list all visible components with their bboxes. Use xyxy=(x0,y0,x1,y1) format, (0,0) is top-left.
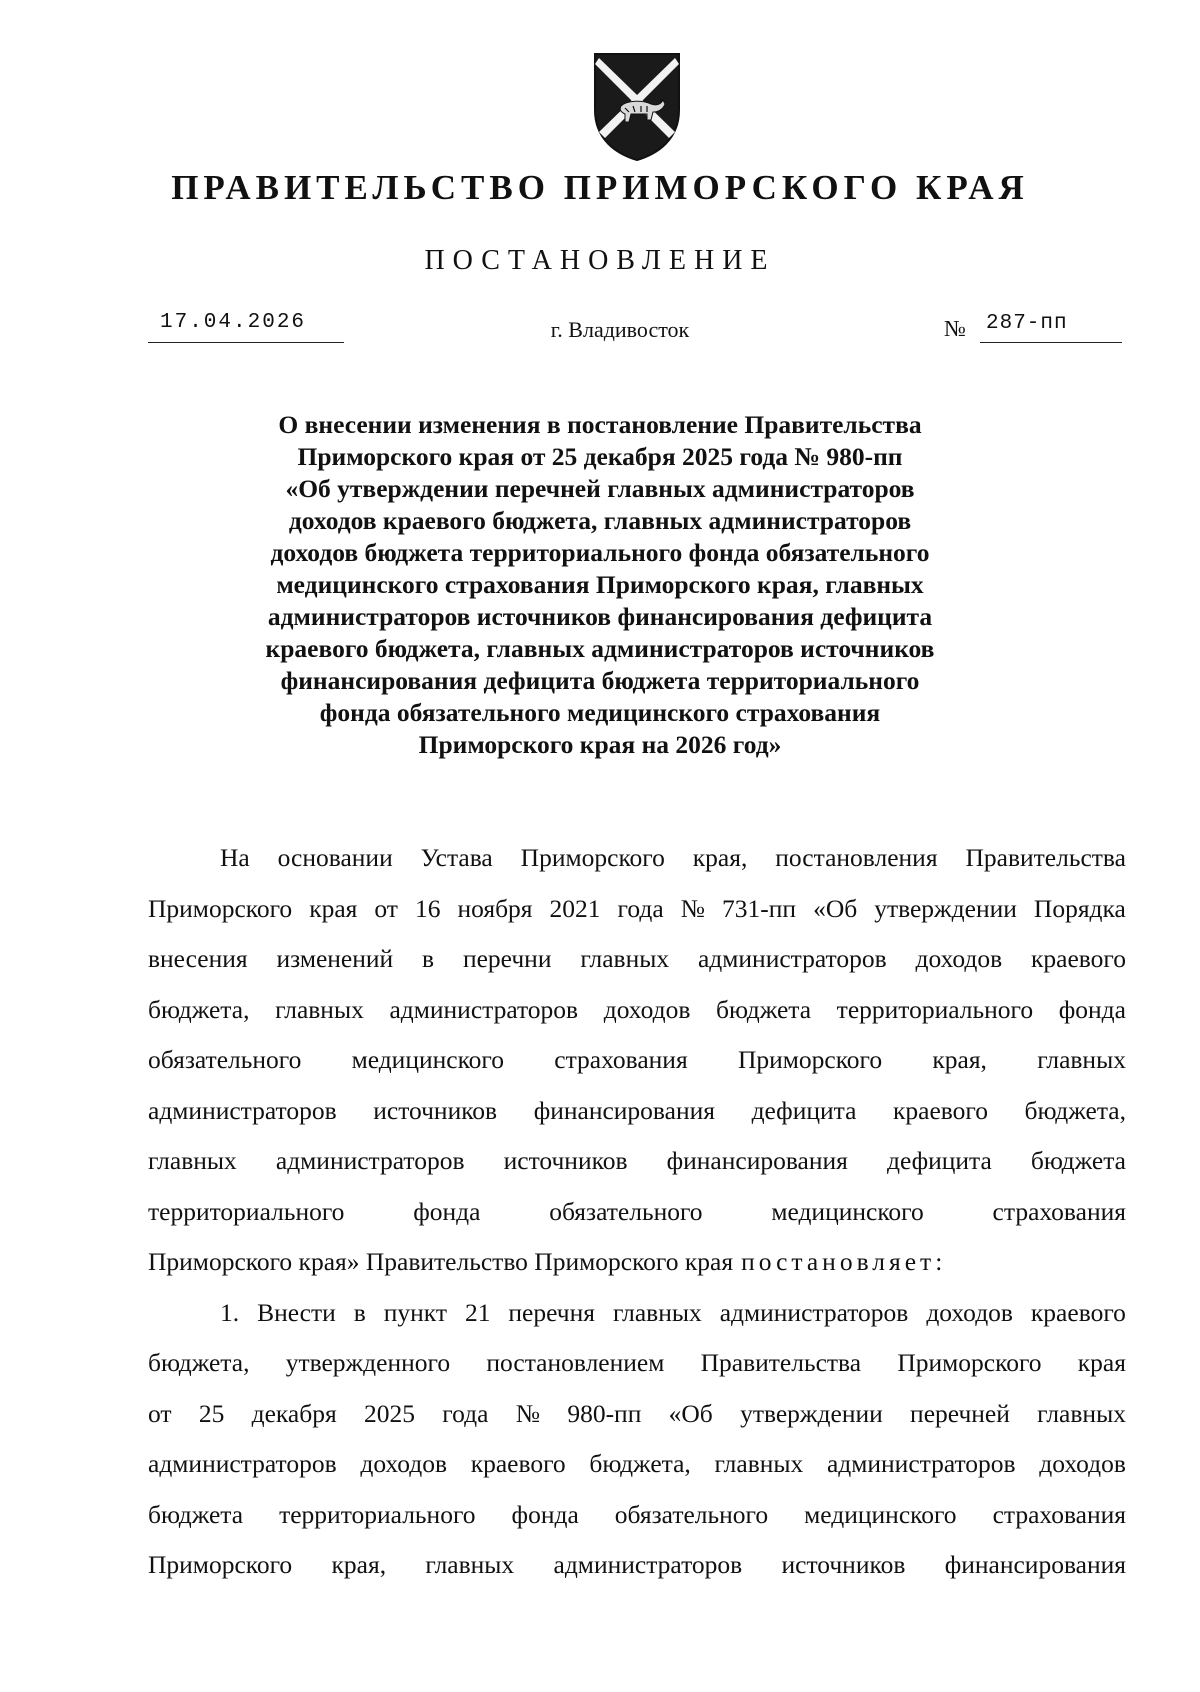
body-line: бюджета территориального фонда обязательного медицинского страхования xyxy=(148,1499,1126,1529)
resolution-verb: постановляет: xyxy=(741,1247,947,1276)
date-underline xyxy=(148,342,344,343)
heading-line: финансирования дефицита бюджета территориального xyxy=(280,666,920,695)
document-type: ПОСТАНОВЛЕНИЕ xyxy=(424,245,776,276)
heading-line: медицинского страхования Приморского края, главных xyxy=(276,570,924,599)
document-date: 17.04.2026 xyxy=(160,311,307,334)
body-line: На основании Устава Приморского края, постановления Правительства xyxy=(220,843,1126,872)
document-number: 287-пп xyxy=(986,312,1068,335)
body-line: Приморского края, главных администраторов источников финансирования xyxy=(148,1550,1126,1579)
document-city: г. Владивосток xyxy=(550,317,690,342)
heading-line: Приморского края от 25 декабря 2025 года № 980-пп xyxy=(297,442,903,471)
body-line: обязательного медицинского страхования Приморского края, главных xyxy=(148,1045,1126,1074)
number-sign: № xyxy=(944,316,966,341)
document-number-block xyxy=(944,312,1124,344)
number-underline xyxy=(980,342,1122,343)
body-line-last xyxy=(148,1246,1126,1297)
body-line: администраторов доходов краевого бюджета, главных администраторов доходов xyxy=(148,1449,1126,1478)
body-line: главных администраторов источников финансирования дефицита бюджета xyxy=(148,1146,1126,1175)
heading-line: «Об утверждении перечней главных администраторов xyxy=(285,474,915,503)
body-line: внесения изменений в перечни главных администраторов доходов краевого xyxy=(148,944,1126,973)
government-title: ПРАВИТЕЛЬСТВО ПРИМОРСКОГО КРАЯ xyxy=(171,168,1029,207)
heading-line: О внесении изменения в постановление Правительства xyxy=(278,410,922,439)
body-line-text: Приморского края» Правительство Приморского края xyxy=(148,1247,734,1276)
heading-line: администраторов источников финансирования дефицита xyxy=(267,602,933,631)
body-line: от 25 декабря 2025 года № 980-пп «Об утверждении перечней главных xyxy=(148,1398,1126,1428)
heading-line: краевого бюджета, главных администраторов источников xyxy=(265,634,935,663)
document-heading xyxy=(230,409,970,761)
heading-line: доходов краевого бюджета, главных администраторов xyxy=(288,506,912,535)
coat-of-arms-emblem xyxy=(591,48,683,162)
body-line: 1. Внести в пункт 21 перечня главных администраторов доходов краевого xyxy=(220,1297,1126,1327)
document-body xyxy=(148,842,1126,1600)
heading-line: доходов бюджета территориального фонда обязательного xyxy=(270,538,930,567)
heading-line: фонда обязательного медицинского страхования xyxy=(319,698,881,727)
body-line: территориального фонда обязательного медицинского страхования xyxy=(148,1196,1126,1226)
body-line: бюджета, главных администраторов доходов бюджета территориального фонда xyxy=(148,994,1126,1024)
body-line: Приморского края от 16 ноября 2021 года № 731-пп «Об утверждении Порядка xyxy=(148,893,1126,923)
heading-line: Приморского края на 2026 год» xyxy=(418,730,782,759)
body-line: бюджета, утвержденного постановлением Правительства Приморского края xyxy=(148,1348,1126,1377)
body-line: администраторов источников финансирования дефицита краевого бюджета, xyxy=(148,1095,1126,1125)
